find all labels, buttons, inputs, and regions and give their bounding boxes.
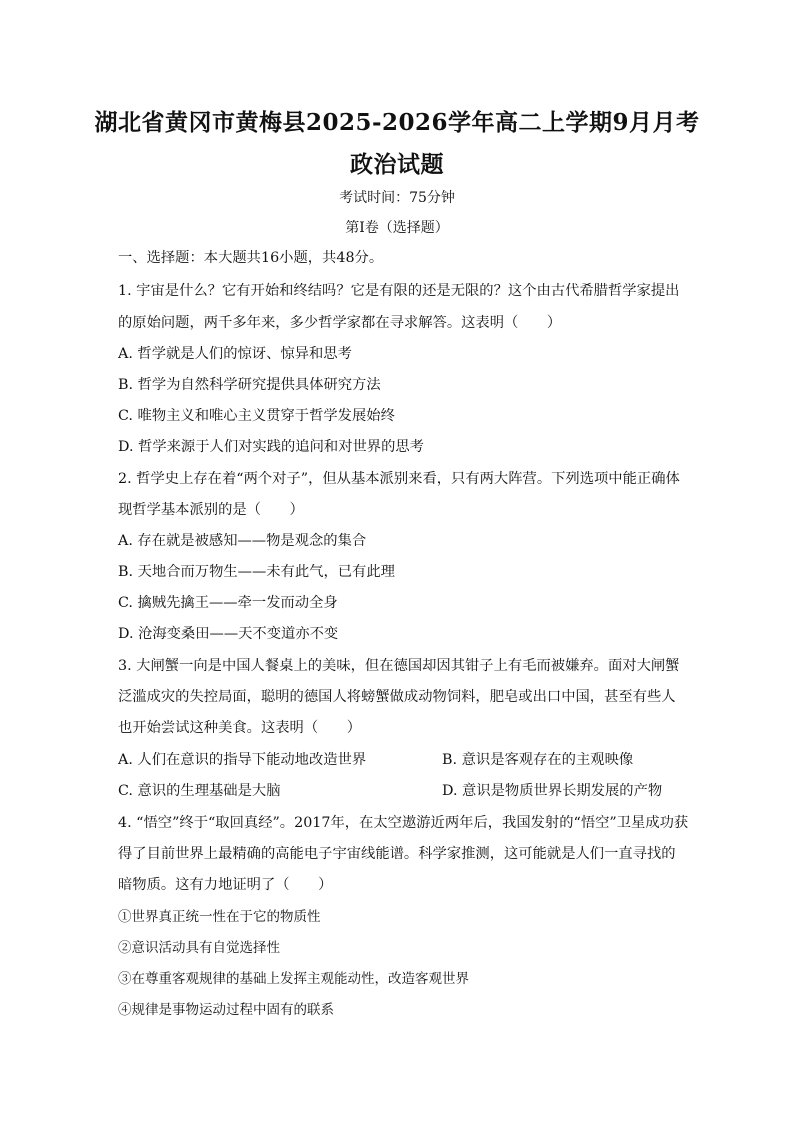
question-1-option-b: B. 哲学为自然科学研究提供具体研究方法 bbox=[118, 377, 381, 393]
question-2-option-b: B. 天地合而万物生——未有此气，已有此理 bbox=[118, 564, 395, 580]
question-2-stem-line1: 2. 哲学史上存在着“两个对子”，但从基本派别来看，只有两大阵营。下列选项中能正确体 bbox=[118, 471, 680, 487]
exam-title-line2: 政治试题 bbox=[350, 151, 444, 178]
question-4-stem-line3: 暗物质。这有力地证明了（ ） bbox=[118, 877, 333, 893]
question-1-option-c: C. 唯物主义和唯心主义贯穿于哲学发展始终 bbox=[118, 408, 395, 424]
volume-label: 第I卷（选择题） bbox=[345, 220, 449, 236]
question-4-stem-line2: 得了目前世界上最精确的高能电子宇宙线能谱。科学家推测，这可能就是人们一直寻找的 bbox=[118, 846, 676, 862]
question-1-option-a: A. 哲学就是人们的惊讶、惊异和思考 bbox=[118, 346, 352, 362]
question-4-stem-line1: 4. “悟空”终于“取回真经”。2017年，在太空遨游近两年后，我国发射的“悟空”卫星成功获 bbox=[118, 815, 689, 831]
section-heading: 一、选择题：本大题共16小题，共48分。 bbox=[118, 250, 384, 266]
question-3-stem-line3: 也开始尝试这种美食。这表明（ ） bbox=[118, 720, 362, 736]
question-4-item-4: ④规律是事物运动过程中固有的联系 bbox=[118, 1002, 334, 1018]
question-2-stem-line2: 现哲学基本派别的是（ ） bbox=[118, 502, 304, 518]
question-4-item-3: ③在尊重客观规律的基础上发挥主观能动性，改造客观世界 bbox=[118, 971, 469, 987]
question-3-option-b: B. 意识是客观存在的主观映像 bbox=[442, 752, 634, 768]
question-1-stem-line1: 1. 宇宙是什么？它有开始和终结吗？它是有限的还是无限的？这个由古代希腊哲学家提出 bbox=[118, 283, 680, 299]
question-4-item-1: ①世界真正统一性在于它的物质性 bbox=[118, 909, 321, 925]
question-2-option-a: A. 存在就是被感知——物是观念的集合 bbox=[118, 533, 367, 549]
question-1-option-d: D. 哲学来源于人们对实践的追问和对世界的思考 bbox=[118, 439, 424, 455]
exam-time: 考试时间：75分钟 bbox=[339, 190, 455, 206]
question-3-option-c: C. 意识的生理基础是大脑 bbox=[118, 783, 281, 799]
question-3-stem-line1: 3. 大闸蟹一向是中国人餐桌上的美味，但在德国却因其钳子上有毛而被嫌弃。面对大闸蟹 bbox=[118, 658, 680, 674]
question-3-option-a: A. 人们在意识的指导下能动地改造世界 bbox=[118, 752, 367, 768]
question-2-option-d: D. 沧海变桑田——天不变道亦不变 bbox=[118, 626, 339, 642]
question-3-stem-line2: 泛滥成灾的失控局面，聪明的德国人将螃蟹做成动物饲料，肥皂或出口中国，甚至有些人 bbox=[118, 689, 676, 705]
question-3-option-d: D. 意识是物质世界长期发展的产物 bbox=[442, 783, 663, 799]
question-1-stem-line2: 的原始问题，两千多年来，多少哲学家都在寻求解答。这表明（ ） bbox=[118, 315, 562, 331]
question-2-option-c: C. 擒贼先擒王——牵一发而动全身 bbox=[118, 595, 338, 611]
exam-title-line1: 湖北省黄冈市黄梅县2025-2026学年高二上学期9月月考 bbox=[94, 109, 700, 136]
question-4-item-2: ②意识活动具有自觉选择性 bbox=[118, 940, 280, 956]
